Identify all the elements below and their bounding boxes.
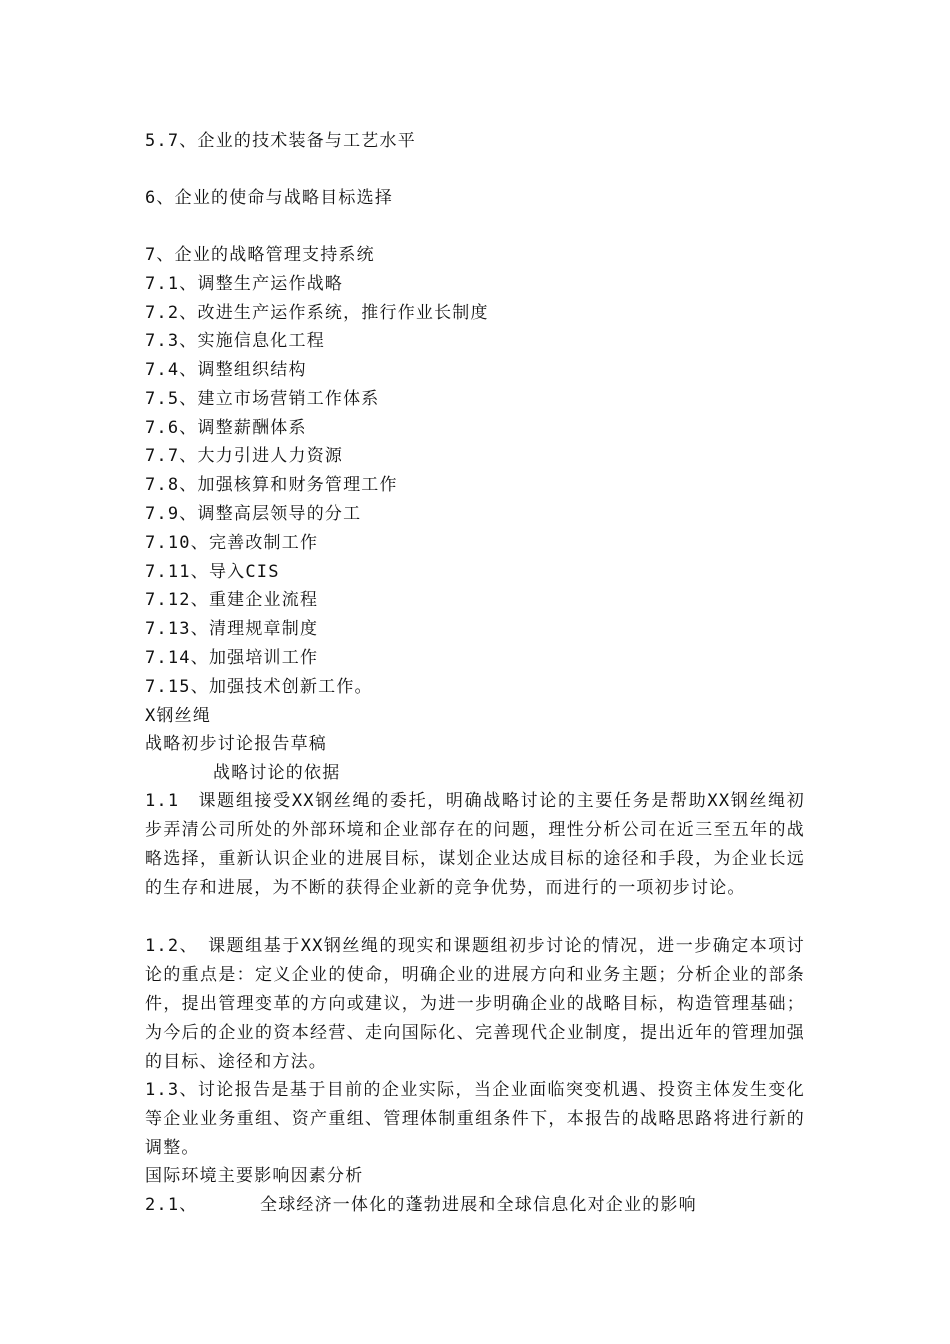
paragraph-1-2: 1.2、 课题组基于XX钢丝绳的现实和课题组初步讨论的情况，进一步确定本项讨论的重点是：定义企业的使命，明确企业的进展方向和业务主题；分析企业的部条件，提出管理变革的方向或建议，为进一步明确企业的战略目标，构造管理基础；为今后的企业的资本经营、走向国际化、完善现代企业制度，提出近年的管理加强的目标、途径和方法。 [145,936,805,1072]
toc-subitem: 7.7、大力引进人力资源 [145,446,344,466]
toc-subitem: 7.2、改进生产运作系统，推行作业长制度 [145,303,489,323]
toc-subitem: 7.12、重建企业流程 [145,590,319,610]
toc-subitem: 7.9、调整高层领导的分工 [145,504,362,524]
toc-subitem: 7.10、完善改制工作 [145,533,319,553]
section-heading: 战略讨论的依据 [213,763,341,783]
toc-subitem: 7.14、加强培训工作 [145,648,319,668]
toc-item-5-7: 5.7、企业的技术装备与工艺水平 [145,131,416,151]
toc-item-6: 6、企业的使命与战略目标选择 [145,188,394,208]
paragraph-1-3: 1.3、讨论报告是基于目前的企业实际，当企业面临突变机遇、投资主体发生变化等企业业务重组、资产重组、管理体制重组条件下，本报告的战略思路将进行新的调整。 [145,1080,805,1158]
toc-subitem: 7.1、调整生产运作战略 [145,274,344,294]
toc-subitem: 7.5、建立市场营销工作体系 [145,389,380,409]
section2-heading: 国际环境主要影响因素分析 [145,1166,364,1186]
document-title: 战略初步讨论报告草稿 [145,734,327,754]
toc-subitem: 7.11、导入CIS [145,562,280,582]
item-2-1-text: 全球经济一体化的蓬勃进展和全球信息化对企业的影响 [260,1195,697,1215]
toc-item-7: 7、企业的战略管理支持系统 [145,245,375,265]
company-name: X钢丝绳 [145,706,212,726]
toc-subitem: 7.6、调整薪酬体系 [145,418,307,438]
toc-subitem: 7.13、清理规章制度 [145,619,319,639]
paragraph-1-1: 1.1 课题组接受XX钢丝绳的委托，明确战略讨论的主要任务是帮助XX钢丝绳初步弄清公司所处的外部环境和企业部存在的问题，理性分析公司在近三至五年的战略选择，重新认识企业的进展目标，谋划企业达成目标的途径和手段，为企业长远的生存和进展，为不断的获得企业新的竞争优势，而进行的一项初步讨论。 [145,791,805,898]
toc-subitem: 7.8、加强核算和财务管理工作 [145,475,398,495]
toc-subitem: 7.4、调整组织结构 [145,360,307,380]
toc-subitem: 7.15、加强技术创新工作。 [145,677,373,697]
toc-subitem: 7.3、实施信息化工程 [145,331,325,351]
item-2-1-number: 2.1、 [145,1195,198,1215]
